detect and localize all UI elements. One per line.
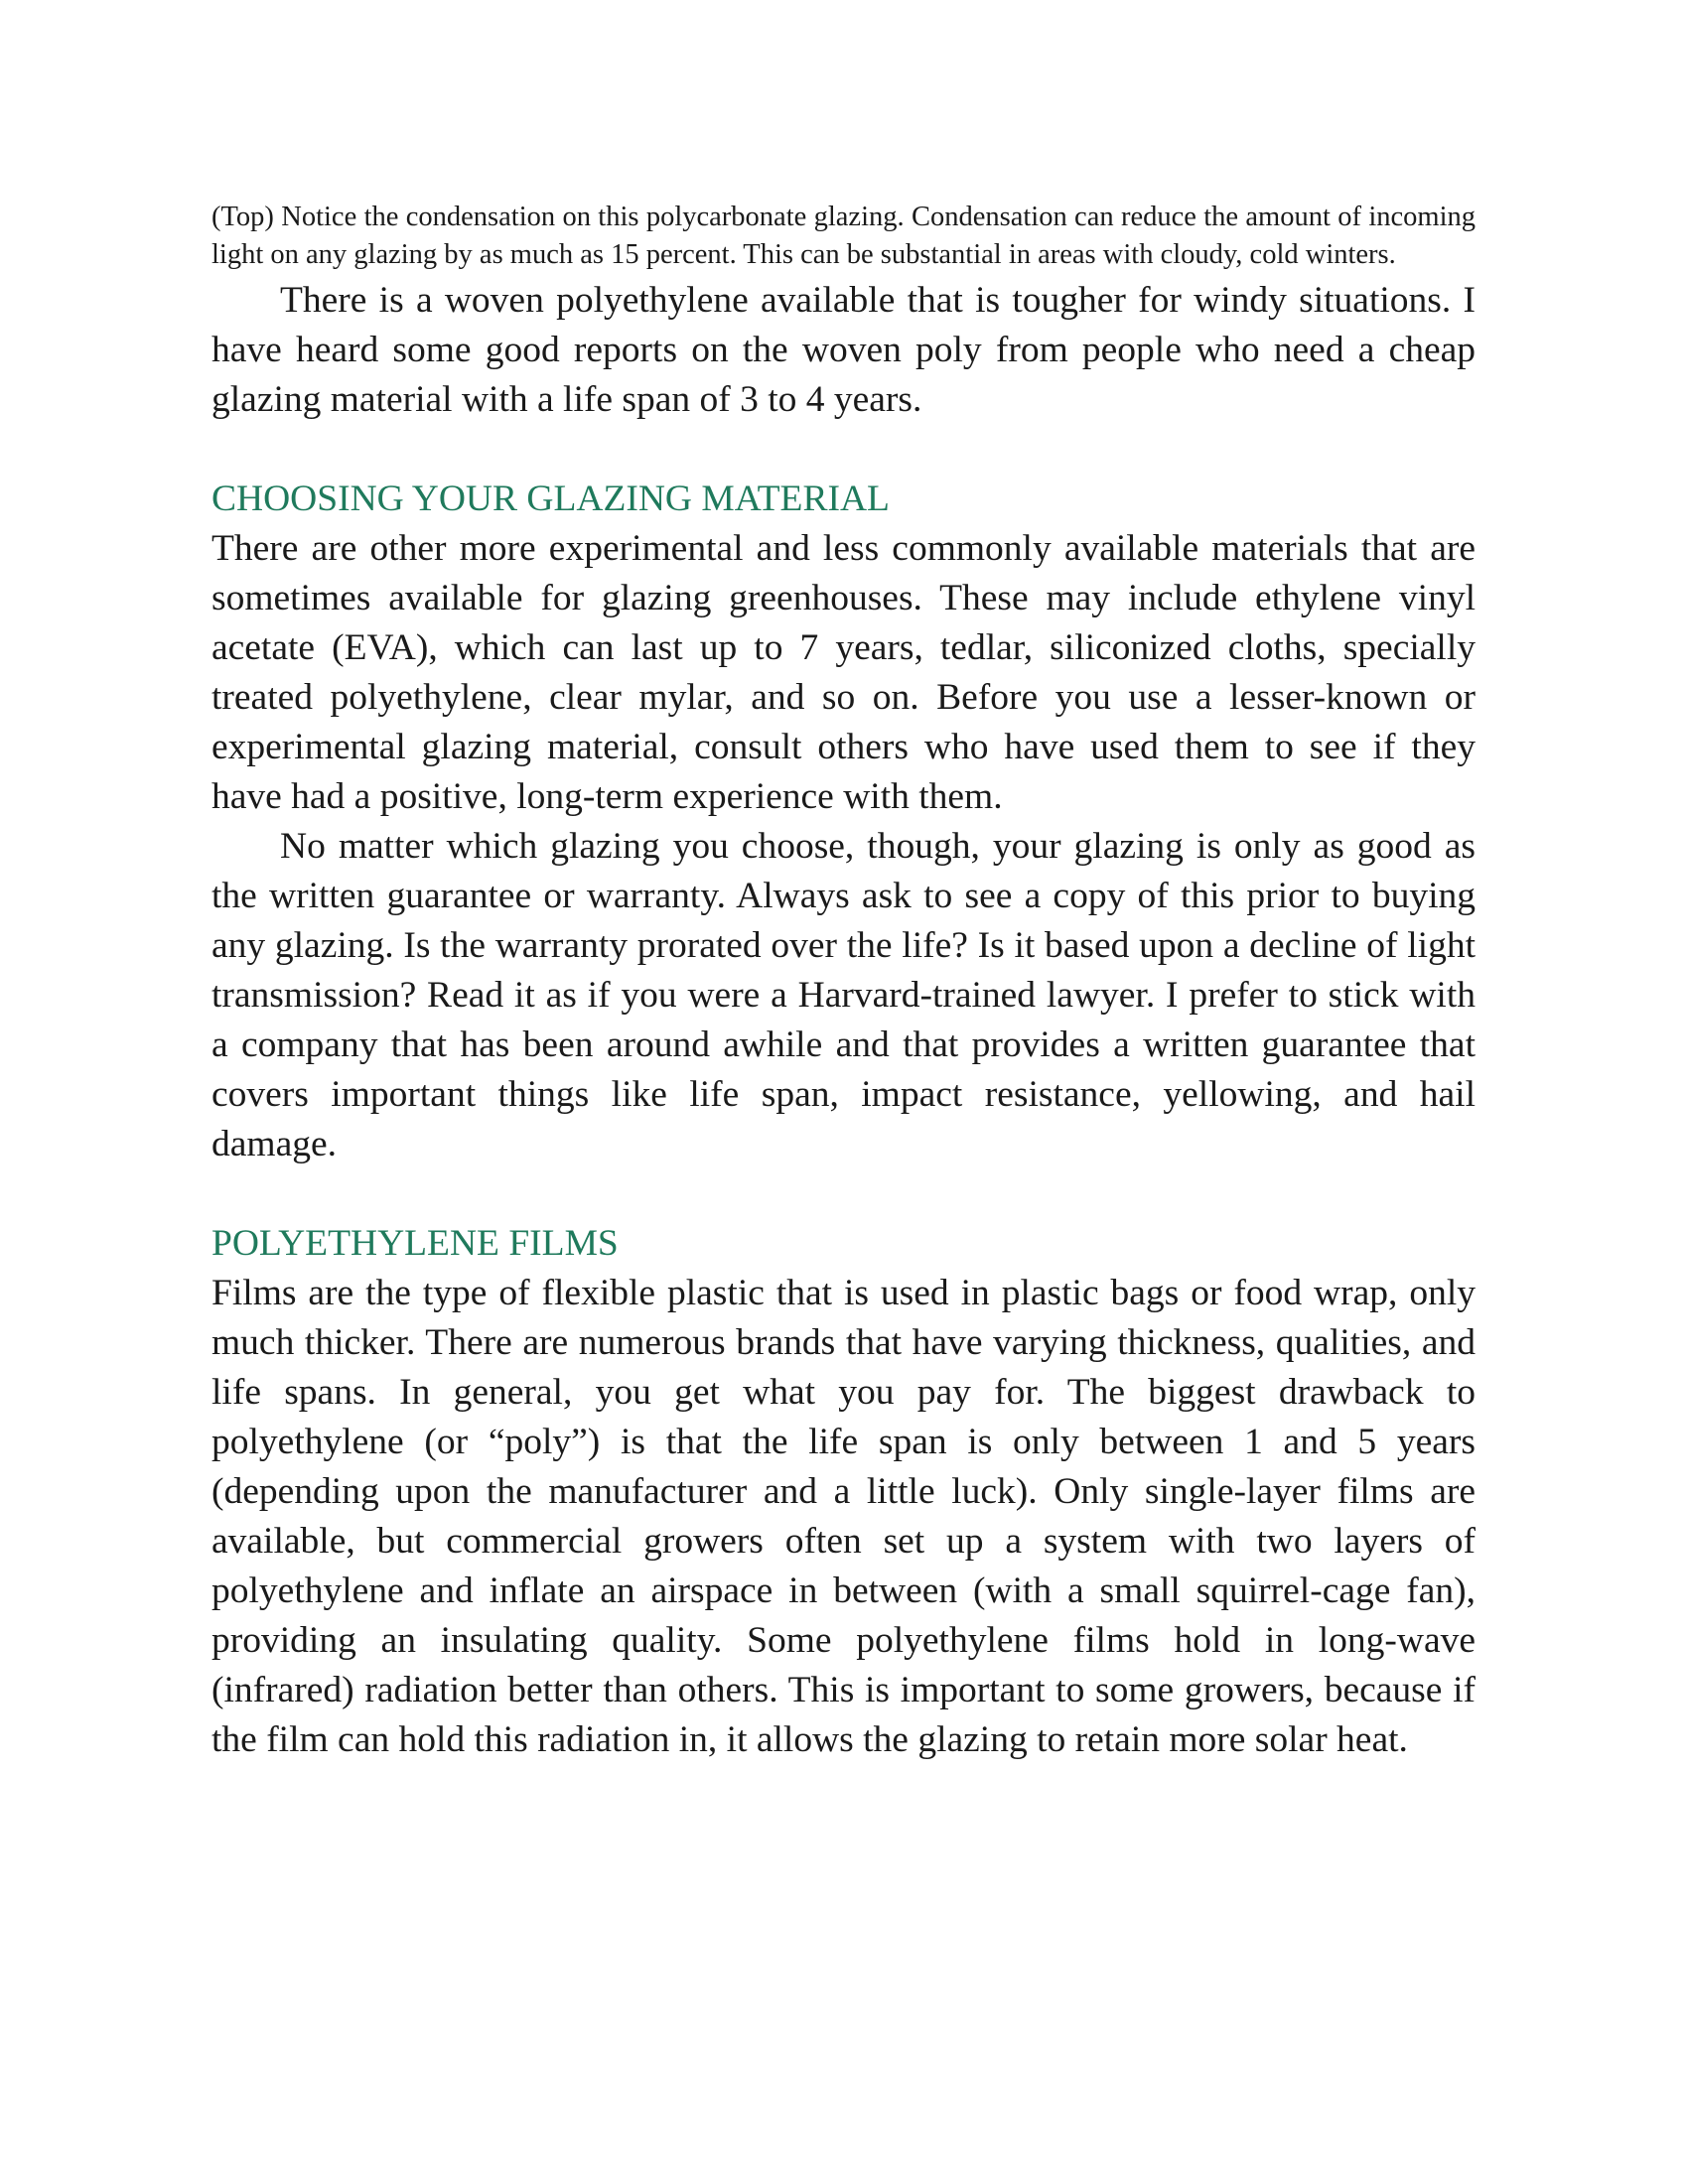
heading-polyethylene-films: POLYETHYLENE FILMS	[211, 1223, 619, 1264]
paragraph-experimental-materials: There are other more experimental and less commonly available materials that are sometimes available for glazing greenhouses. These may include ethylene vinyl acetate (EVA), which can last up to 7 years, tedlar, siliconized cloths, specially treated polyethylene, clear mylar, and so on. Before you use a lesser-known or experimental glazing material, consult others who have used them to see if they have had a positive, long-term experience with them.	[211, 528, 1476, 817]
section-spacer	[211, 1169, 1476, 1219]
photo-caption: (Top) Notice the condensation on this polycarbonate glazing. Condensation can reduce the amount of incoming light on any glazing by as much as 15 percent. This can be substantial in areas with cloudy, cold winters.	[211, 202, 1476, 270]
section-spacer	[211, 425, 1476, 475]
paragraph-films: Films are the type of flexible plastic that is used in plastic bags or food wrap, only much thicker. There are numerous brands that have varying thickness, qualities, and life spans. In general, you get what you pay for. The biggest drawback to polyethylene (or “poly”) is that the life span is only between 1 and 5 years (depending upon the manufacturer and a little luck). Only single-layer films are available, but commercial growers often set up a system with two layers of polyethylene and inflate an airspace in between (with a small squirrel-cage fan), providing an insulating quality. Some polyethylene films hold in long-wave (infrared) radiation better than others. This is important to some growers, because if the film can hold this radiation in, it allows the glazing to retain more solar heat.	[211, 1273, 1476, 1760]
heading-choosing-glazing: CHOOSING YOUR GLAZING MATERIAL	[211, 478, 890, 519]
document-page	[211, 199, 1476, 1765]
paragraph-woven-poly: There is a woven polyethylene available that is tougher for windy situations. I have heard some good reports on the woven poly from people who need a cheap glazing material with a life span of 3 to 4 years.	[211, 280, 1476, 420]
paragraph-warranty: No matter which glazing you choose, though, your glazing is only as good as the written guarantee or warranty. Always ask to see a copy of this prior to buying any glazing. Is the warranty prorated over the life? Is it based upon a decline of light transmission? Read it as if you were a Harvard-trained lawyer. I prefer to stick with a company that has been around awhile and that provides a written guarantee that covers important things like life span, impact resistance, yellowing, and hail damage.	[211, 826, 1476, 1164]
